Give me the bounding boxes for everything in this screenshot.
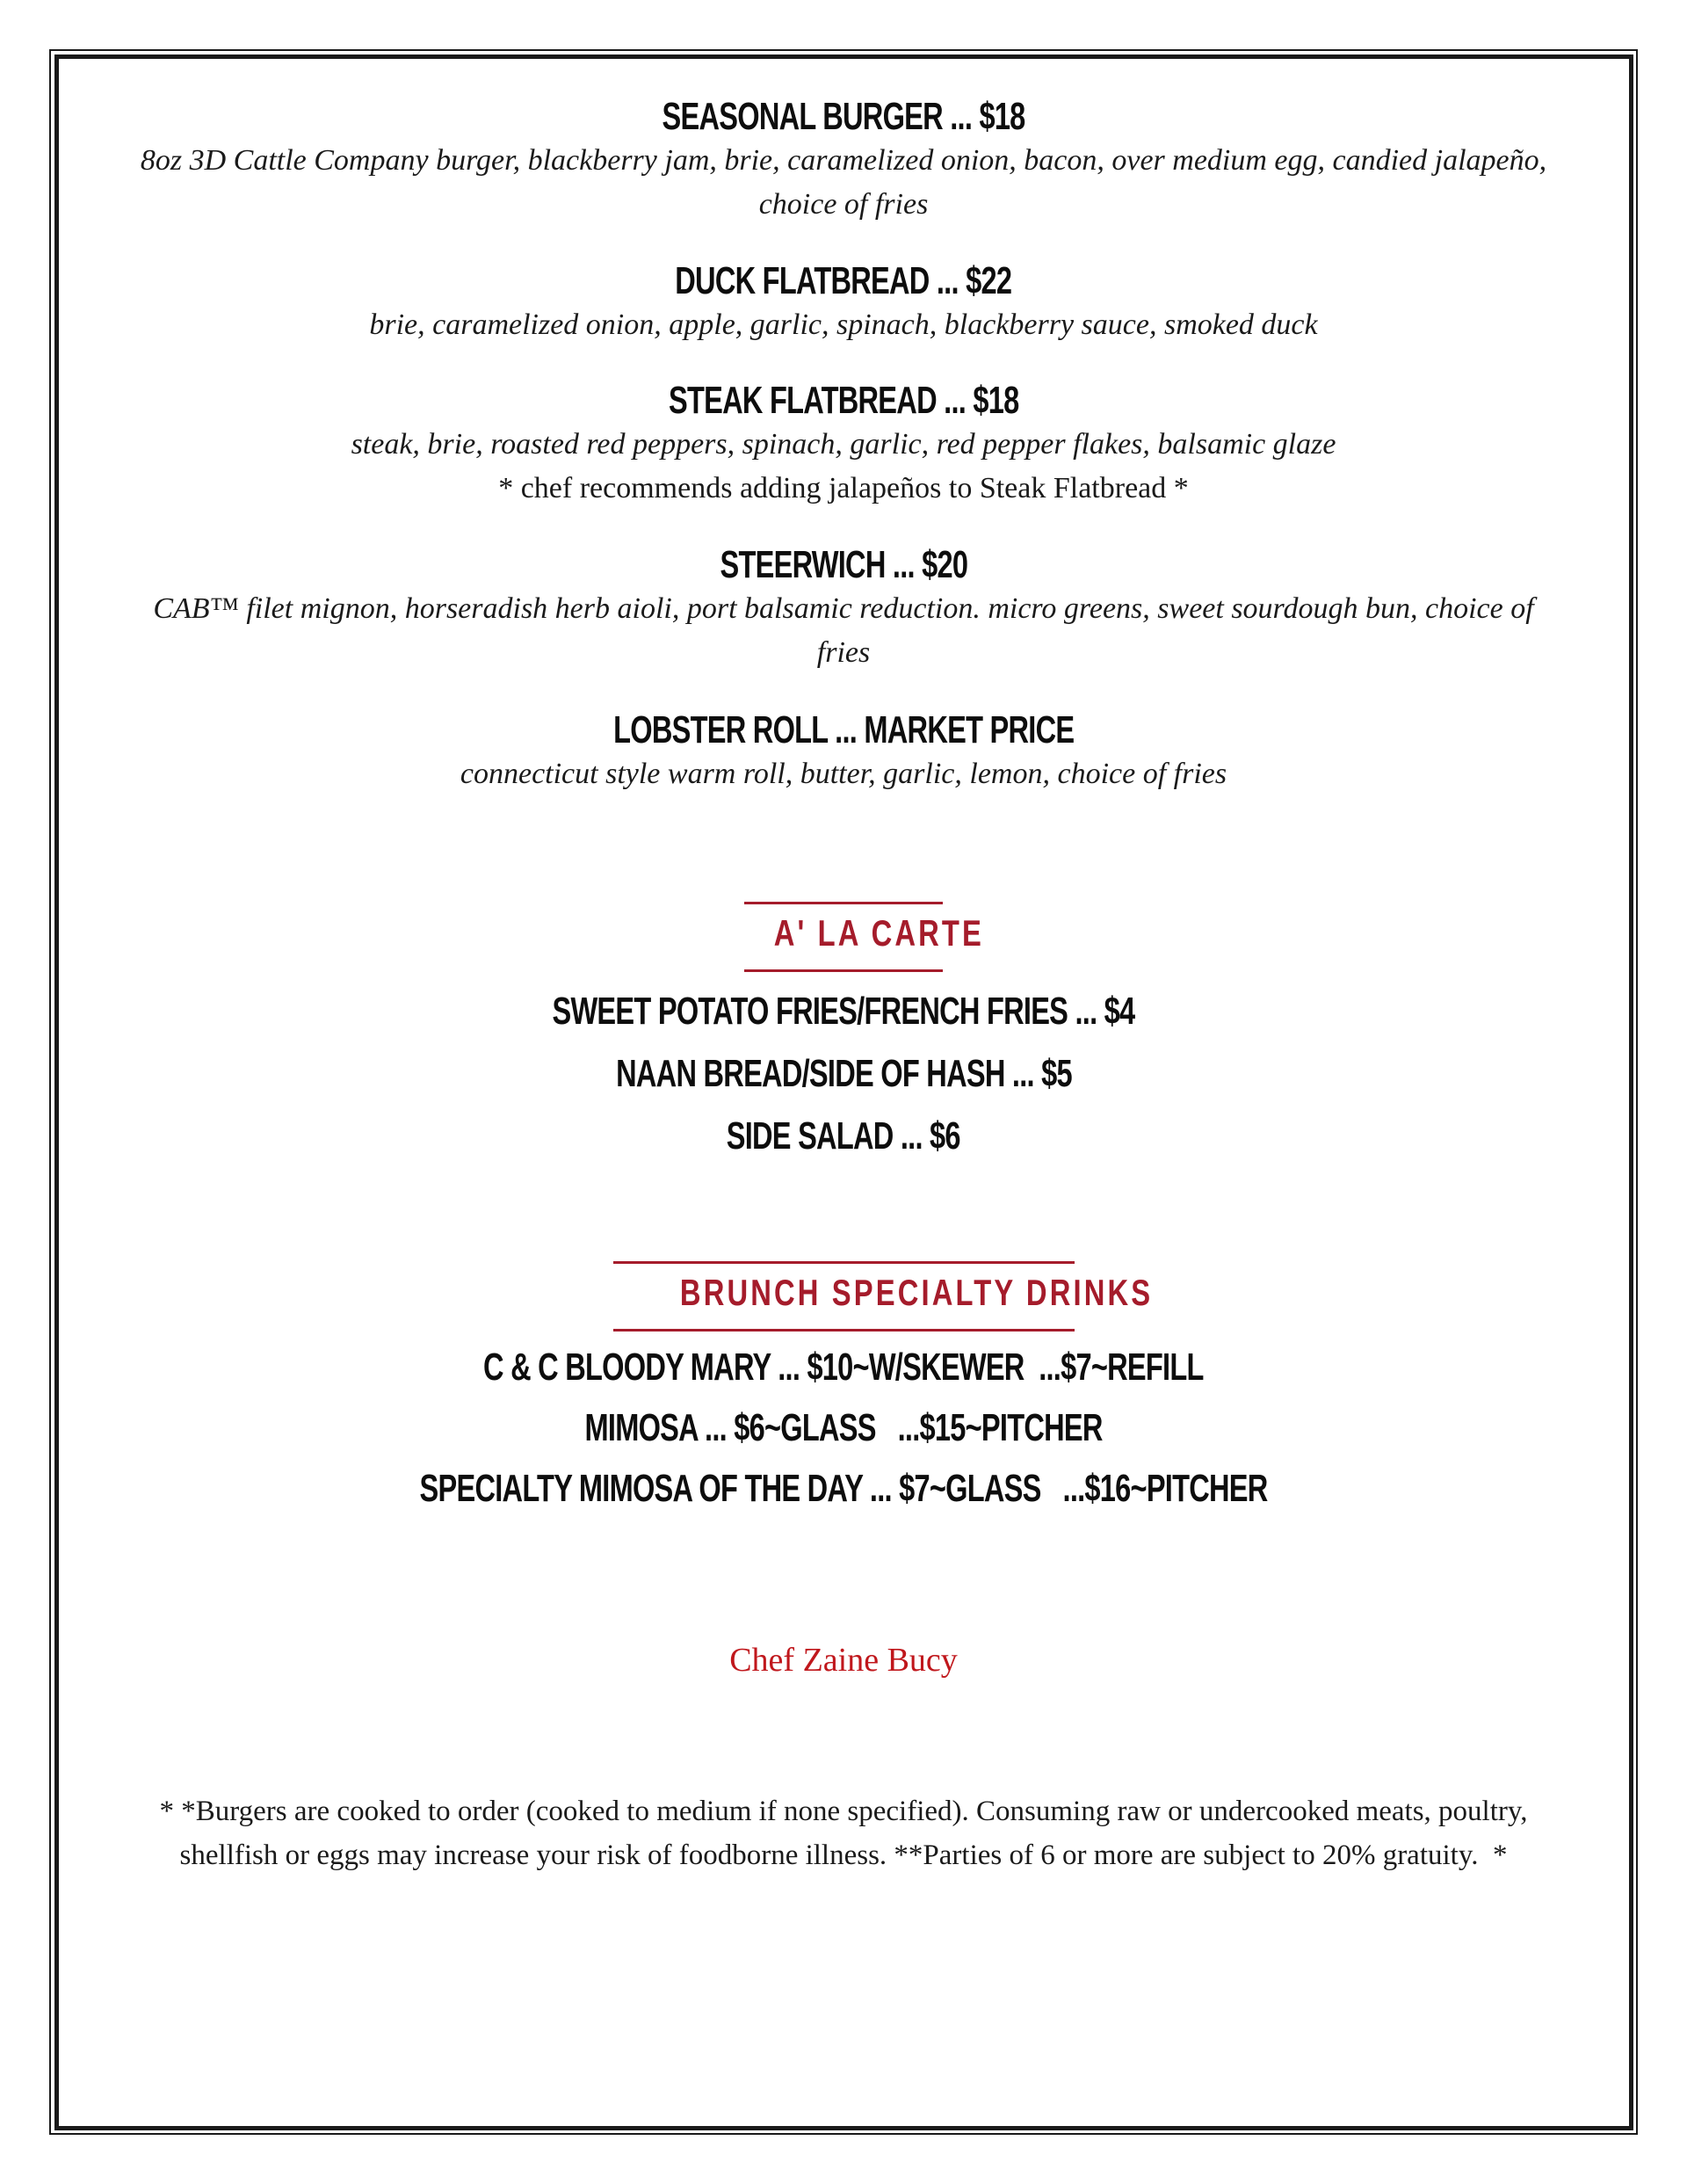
menu-item-steerwich <box>0 543 1687 675</box>
drink-item-label: MIMOSA ... $6~GLASS ...$15~PITCHER <box>584 1406 1103 1449</box>
drink-item <box>0 1467 1687 1511</box>
menu-item-description: brie, caramelized onion, apple, garlic, spinach, blackberry sauce, smoked duck <box>369 308 1318 341</box>
drink-item <box>0 1406 1687 1450</box>
section-a-la-carte <box>0 902 1687 972</box>
a-la-carte-item <box>0 990 1687 1034</box>
drink-item <box>0 1346 1687 1389</box>
chef-recommendation-note: * chef recommends adding jalapeños to Steak Flatbread * <box>498 472 1189 504</box>
menu-item-steak-flatbread <box>0 379 1687 511</box>
menu-item-heading: SEASONAL BURGER ... $18 <box>662 95 1025 138</box>
menu-item-heading: STEERWICH ... $20 <box>720 543 967 586</box>
chef-name: Chef Zaine Bucy <box>729 1642 958 1679</box>
chef-signature <box>0 1638 1687 1682</box>
a-la-carte-item <box>0 1052 1687 1096</box>
menu-item-description: steak, brie, roasted red peppers, spinach, garlic, red pepper flakes, balsamic glaze <box>351 428 1336 461</box>
menu-item-heading: DUCK FLATBREAD ... $22 <box>675 259 1012 302</box>
footnote <box>0 1789 1687 1877</box>
section-title <box>613 1261 1153 1331</box>
menu-item-description: CAB™ filet mignon, horseradish herb aioli, port balsamic reduction. micro greens, sweet sourdough bun, choice of fries <box>153 592 1534 669</box>
section-title-text: A' LA CARTE <box>773 912 985 954</box>
section-title-text: BRUNCH SPECIALTY DRINKS <box>679 1272 1153 1313</box>
section-title <box>744 902 985 972</box>
a-la-carte-item-label: SIDE SALAD ... $6 <box>726 1114 961 1157</box>
menu-item-description: 8oz 3D Cattle Company burger, blackberry jam, brie, caramelized onion, bacon, over medium egg, candied jalapeño, choice of fries <box>140 144 1547 221</box>
footnote-text: * *Burgers are cooked to order (cooked to medium if none specified). Consuming raw or undercooked meats, poultry, shellfish or eggs may increase your risk of foodborne illness. **Parties of 6 or more are subject to 20% gratuity. * <box>159 1796 1535 1871</box>
section-brunch-drinks <box>0 1261 1687 1331</box>
a-la-carte-item-label: SWEET POTATO FRIES/FRENCH FRIES ... $4 <box>552 990 1135 1033</box>
menu-item-heading: LOBSTER ROLL ... MARKET PRICE <box>612 708 1075 751</box>
a-la-carte-item-label: NAAN BREAD/SIDE OF HASH ... $5 <box>615 1052 1072 1095</box>
menu-item-description: connecticut style warm roll, butter, garlic, lemon, choice of fries <box>460 758 1227 790</box>
menu-item-seasonal-burger <box>0 95 1687 227</box>
menu-item-heading: STEAK FLATBREAD ... $18 <box>668 379 1019 422</box>
menu-item-lobster-roll <box>0 708 1687 796</box>
drink-item-label: SPECIALTY MIMOSA OF THE DAY ... $7~GLASS ...$16~PITCHER <box>419 1467 1268 1510</box>
menu-item-duck-flatbread <box>0 259 1687 347</box>
drink-item-label: C & C BLOODY MARY ... $10~W/SKEWER ...$7~REFILL <box>483 1346 1204 1389</box>
a-la-carte-item <box>0 1114 1687 1158</box>
